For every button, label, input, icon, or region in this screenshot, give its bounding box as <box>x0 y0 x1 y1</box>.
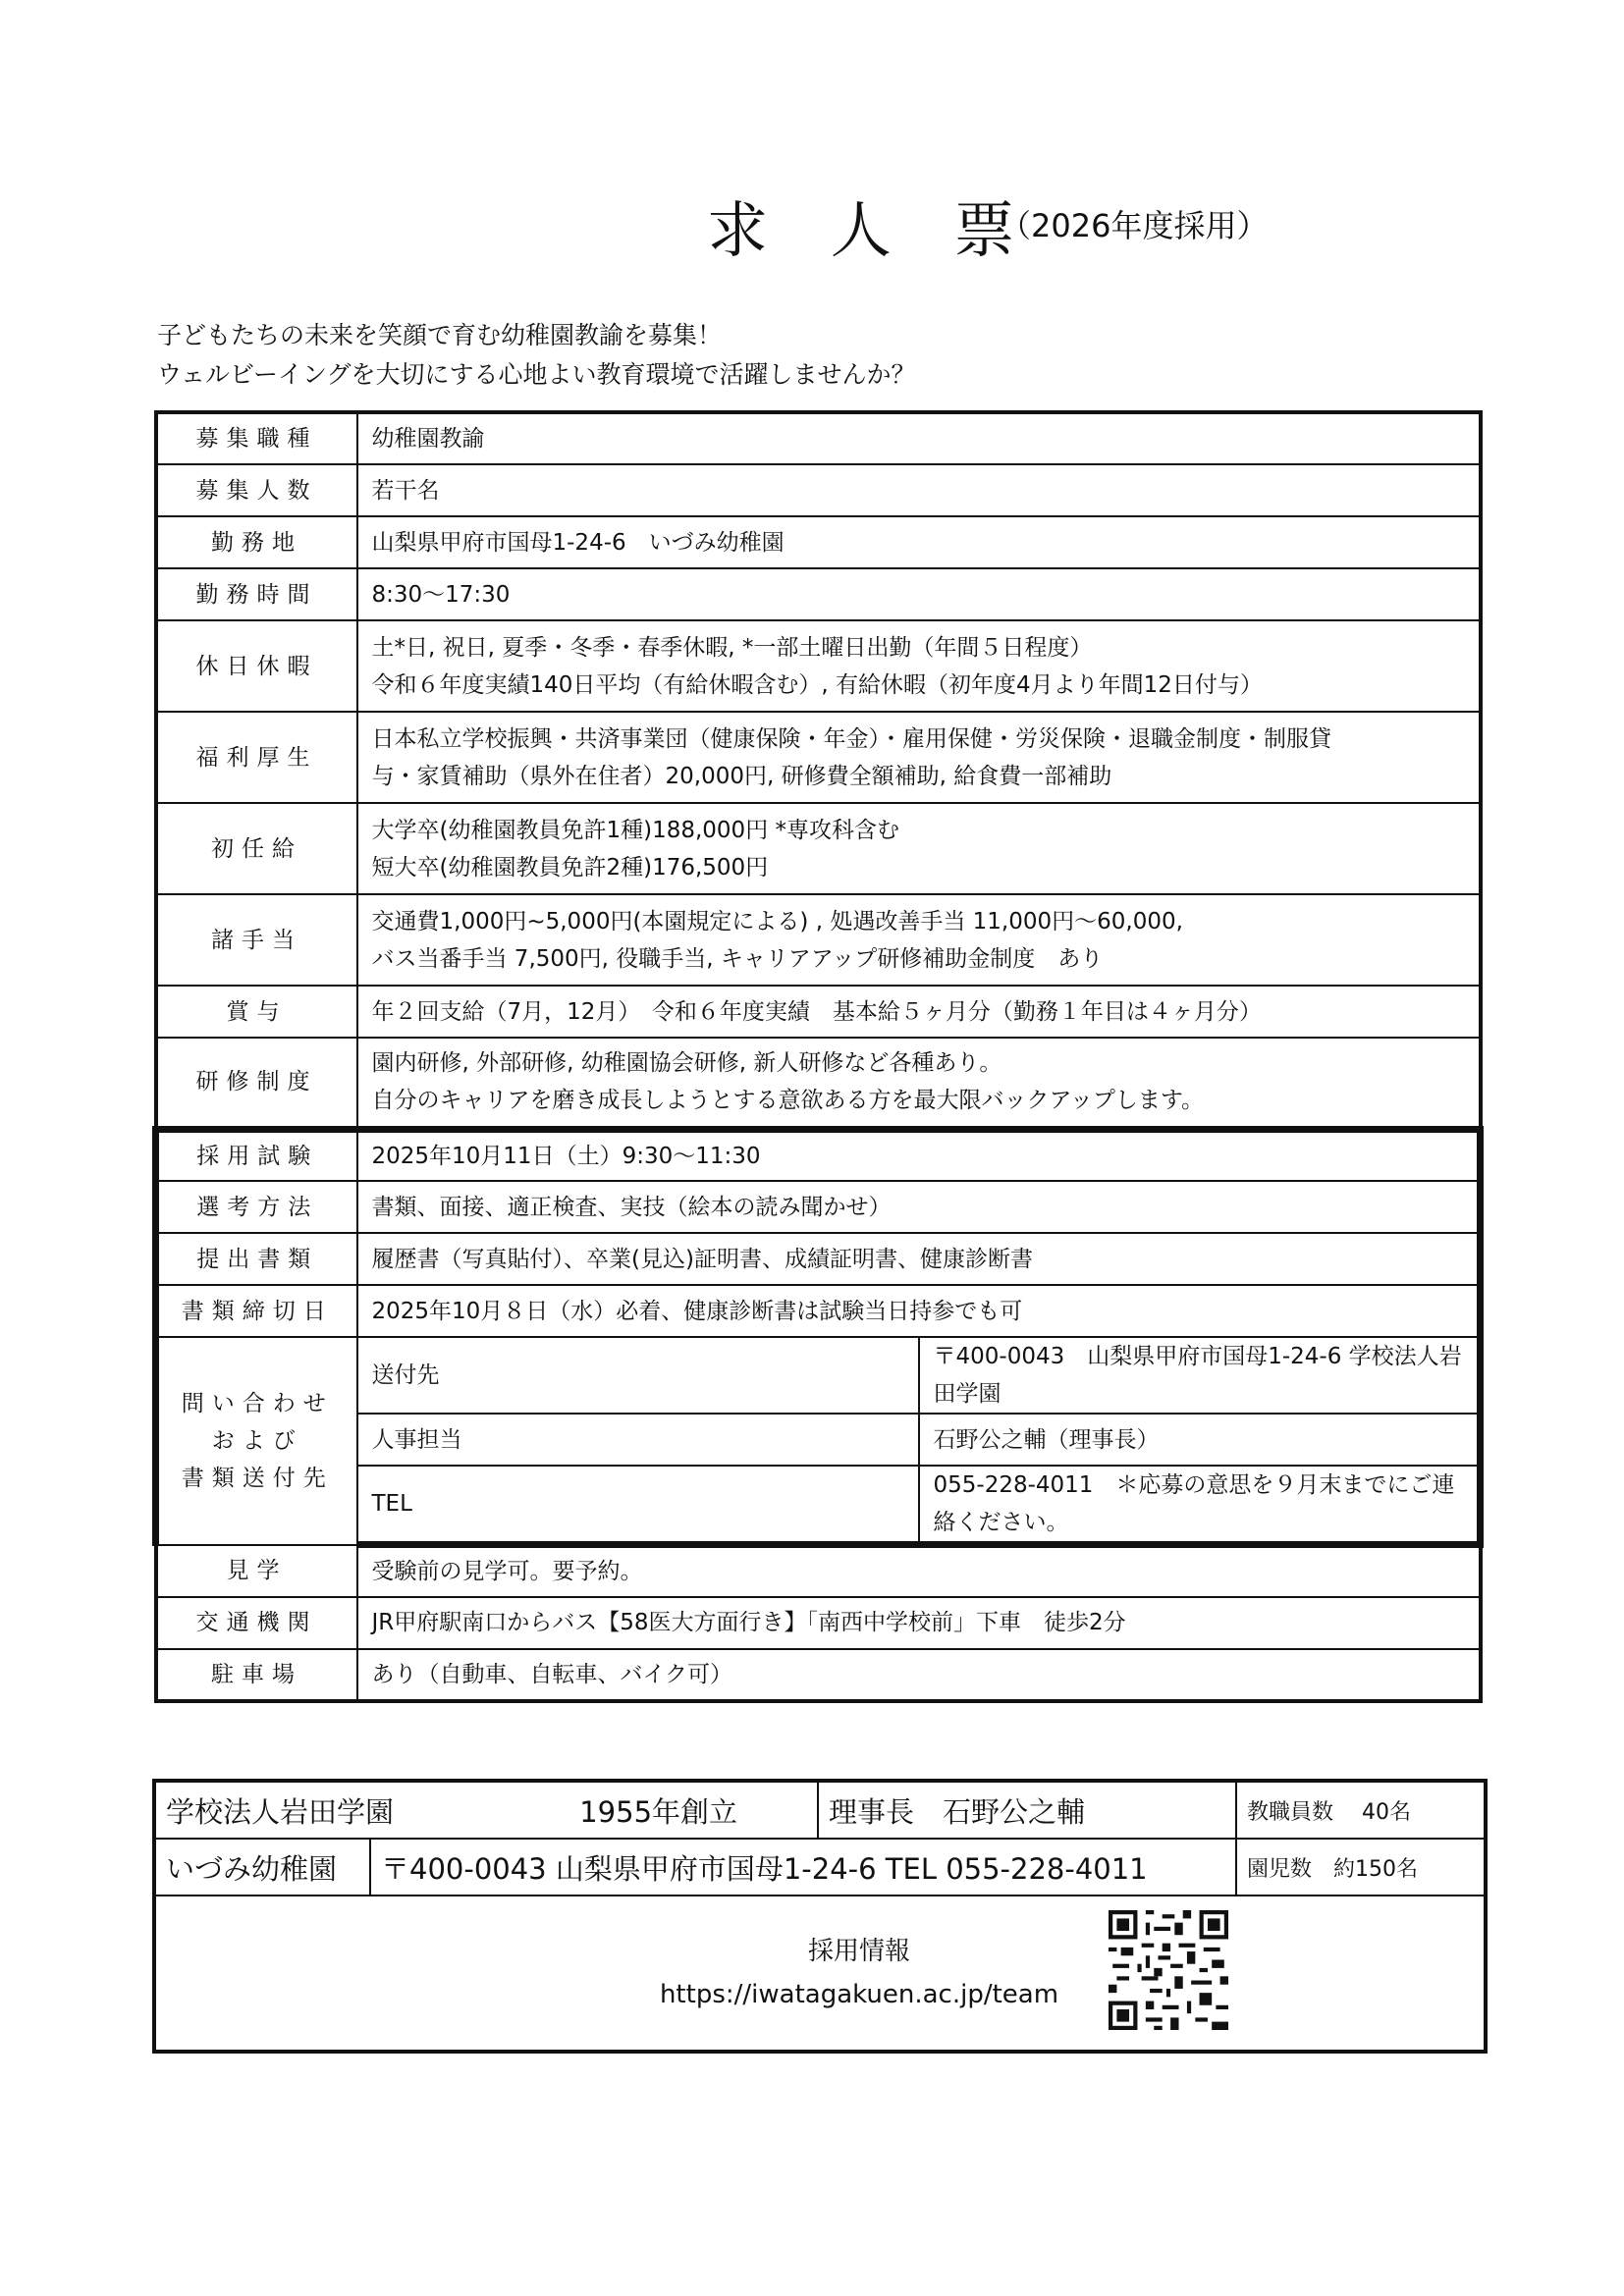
row-label: 募集職種 <box>156 412 357 464</box>
table-row <box>156 516 1481 568</box>
row-label: 初任給 <box>156 803 357 894</box>
row-value <box>357 620 1481 712</box>
intro-line: 子どもたちの未来を笑顔で育む幼稚園教諭を募集！ <box>157 321 723 349</box>
contact-label-line: および <box>211 1427 303 1454</box>
row-label: 駐車場 <box>156 1649 357 1701</box>
qr-code-icon[interactable] <box>1109 1910 1228 2030</box>
table-row <box>156 1285 1481 1337</box>
row-label: 提出書類 <box>156 1233 357 1285</box>
page-subtitle: （2026年度採用） <box>1000 207 1269 244</box>
row-line: 大学卒(幼稚園教員免許1種)188,000円 *専攻科含む <box>371 817 900 843</box>
recruit-url[interactable]: https://iwatagakuen.ac.jp/team <box>659 1980 1059 2009</box>
row-line: 自分のキャリアを磨き成長しようとする意欲ある方を最大限バックアップします。 <box>371 1088 1205 1114</box>
row-value <box>357 1038 1481 1129</box>
recruit-info-cell <box>154 1896 1486 2052</box>
row-label: 採用試験 <box>156 1129 357 1181</box>
row-value: 若干名 <box>357 464 1481 516</box>
table-row <box>156 986 1481 1038</box>
row-value: 書類、面接、適正検査、実技（絵本の読み聞かせ） <box>357 1181 1481 1233</box>
chairman: 理事長 石野公之輔 <box>818 1781 1236 1839</box>
row-line: 令和６年度実績140日平均（有給休暇含む）, 有給休暇（初年度4月より年間12日付与） <box>371 671 1263 698</box>
row-line: 交通費1,000円~5,000円(本園規定による) , 処遇改善手当 11,000円〜60,000, <box>371 908 1183 934</box>
row-value: 受験前の見学可。要予約。 <box>357 1545 1481 1597</box>
row-label: 研修制度 <box>156 1038 357 1129</box>
table-row <box>156 1038 1481 1129</box>
row-line: バス当番手当 7,500円, 役職手当, キャリアアップ研修補助金制度 あり <box>371 945 1104 972</box>
table-row <box>156 1545 1481 1597</box>
row-label: 諸手当 <box>156 894 357 986</box>
contact-value: 055-228-4011 ＊応募の意思を９月末までにご連絡ください。 <box>919 1466 1481 1545</box>
row-value: 山梨県甲府市国母1-24-6 いづみ幼稚園 <box>357 516 1481 568</box>
contact-key: 送付先 <box>357 1337 919 1414</box>
table-row <box>156 620 1481 712</box>
table-row <box>156 894 1481 986</box>
row-value: 幼稚園教諭 <box>357 412 1481 464</box>
row-value <box>357 712 1481 803</box>
school-info-table <box>152 1779 1488 2054</box>
row-label: 募集人数 <box>156 464 357 516</box>
footer-row <box>154 1781 1486 1839</box>
row-value: JR甲府駅南口からバス【58医大方面行き】「南西中学校前」下車 徒歩2分 <box>357 1597 1481 1649</box>
row-value: 8:30〜17:30 <box>357 568 1481 620</box>
table-row <box>156 1129 1481 1181</box>
table-row <box>156 803 1481 894</box>
contact-label-line: 問い合わせ <box>181 1390 334 1416</box>
row-label: 勤務時間 <box>156 568 357 620</box>
row-value: あり（自動車、自転車、バイク可） <box>357 1649 1481 1701</box>
row-value <box>357 894 1481 986</box>
table-row <box>156 464 1481 516</box>
job-table <box>152 410 1484 1703</box>
school-cell <box>154 1781 818 1839</box>
table-row <box>156 1181 1481 1233</box>
row-label: 福利厚生 <box>156 712 357 803</box>
row-value: 2025年10月11日（土）9:30〜11:30 <box>357 1129 1481 1181</box>
row-label: 書類締切日 <box>156 1285 357 1337</box>
row-value <box>357 803 1481 894</box>
row-value: 2025年10月８日（水）必着、健康診断書は試験当日持参でも可 <box>357 1285 1481 1337</box>
row-line: 短大卒(幼稚園教員免許2種)176,500円 <box>371 854 769 881</box>
table-row <box>156 1597 1481 1649</box>
row-label: 休日休暇 <box>156 620 357 712</box>
row-line: 与・家賃補助（県外在住者）20,000円, 研修費全額補助, 給食費一部補助 <box>371 763 1112 789</box>
row-label: 賞与 <box>156 986 357 1038</box>
staff-count: 教職員数 40名 <box>1236 1781 1486 1839</box>
row-value: 履歴書（写真貼付）、卒業(見込)証明書、成績証明書、健康診断書 <box>357 1233 1481 1285</box>
contact-row <box>156 1337 1481 1414</box>
table-row <box>156 568 1481 620</box>
contact-label-line: 書類送付先 <box>181 1465 334 1491</box>
table-row <box>156 712 1481 803</box>
row-label: 選考方法 <box>156 1181 357 1233</box>
contact-value: 〒400-0043 山梨県甲府市国母1-24-6 学校法人岩田学園 <box>919 1337 1481 1414</box>
recruit-info <box>660 1930 1058 2016</box>
row-label: 見学 <box>156 1545 357 1597</box>
table-row <box>156 1649 1481 1701</box>
row-label: 勤務地 <box>156 516 357 568</box>
children-count: 園児数 約150名 <box>1236 1839 1486 1896</box>
row-value: 年２回支給（7月，12月） 令和６年度実績 基本給５ヶ月分（勤務１年目は４ヶ月分） <box>357 986 1481 1038</box>
contact-label <box>156 1337 357 1545</box>
contact-value: 石野公之輔（理事長） <box>919 1414 1481 1466</box>
title-row <box>0 182 1624 270</box>
recruit-info-label: 採用情報 <box>807 1937 910 1966</box>
page-title: 求 人 票 <box>707 194 1037 266</box>
founded-year: 1955年創立 <box>579 1794 738 1829</box>
table-row <box>156 412 1481 464</box>
intro-line: ウェルビーイングを大切にする心地よい教育環境で活躍しませんか？ <box>157 360 916 389</box>
footer-row <box>154 1896 1486 2052</box>
intro-text <box>157 316 916 395</box>
kindergarten-address: 〒400-0043 山梨県甲府市国母1-24-6 TEL 055-228-4011 <box>370 1839 1236 1896</box>
row-label: 交通機関 <box>156 1597 357 1649</box>
kindergarten-name: いづみ幼稚園 <box>154 1839 370 1896</box>
table-row <box>156 1233 1481 1285</box>
footer-row <box>154 1839 1486 1896</box>
row-line: 日本私立学校振興・共済事業団（健康保険・年金）・雇用保健・労災保険・退職金制度・制服貸 <box>371 725 1331 752</box>
row-line: 土*日, 祝日, 夏季・冬季・春季休暇, *一部土曜日出勤（年間５日程度） <box>371 634 1093 661</box>
contact-key: 人事担当 <box>357 1414 919 1466</box>
contact-key: TEL <box>357 1466 919 1545</box>
school-name: 学校法人岩田学園 <box>166 1794 395 1829</box>
row-line: 園内研修, 外部研修, 幼稚園協会研修, 新人研修など各種あり。 <box>371 1050 1002 1077</box>
